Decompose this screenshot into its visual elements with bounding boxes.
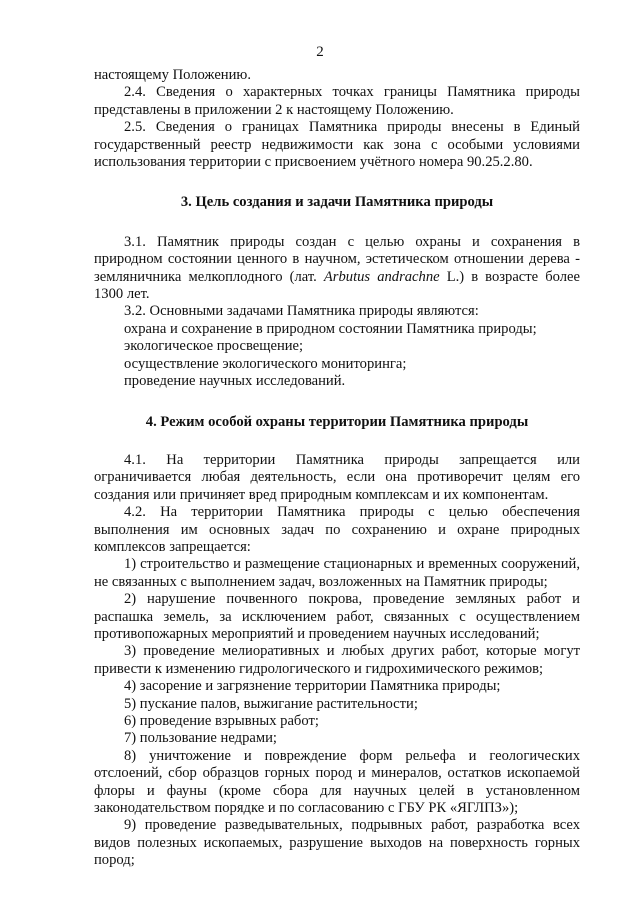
task-item: осуществление экологического мониторинга; xyxy=(124,355,407,372)
page-body xyxy=(94,67,580,870)
section-3-heading: 3. Цель создания и задачи Памятника природы xyxy=(180,194,494,211)
paragraph-3-1-text-start: 3.1. Памятник природы создан с целью охраны и сохранения в природном состоянии ценного в научном, эстетическом отношении дерева - земляничника мелкоплодного (лат. xyxy=(94,233,580,285)
prohibition-item: 1) строительство и размещение стационарных и временных сооружений, не связанных с выполнением задач, возложенных на Памятник природы; xyxy=(94,556,580,590)
prohibition-item: 2) нарушение почвенного покрова, проведение земляных работ и распашка земель, за исключением работ, связанных с осуществлением противопожарных мероприятий и проведением научных исследований; xyxy=(94,591,580,642)
prohibition-item: 4) засорение и загрязнение территории Памятника природы; xyxy=(124,678,501,695)
task-item: проведение научных исследований. xyxy=(124,373,346,390)
prohibition-item: 5) пускание палов, выжигание растительности; xyxy=(124,695,418,712)
prohibition-item: 8) уничтожение и повреждение форм рельефа и геологических отслоений, сбор образцов горных пород и минералов, остатков ископаемой флоры и фауны (кроме сбора для научных целей в установленном законодательством порядке и по согласованию с ГБУ РК «ЯГЛПЗ»); xyxy=(94,747,580,817)
prohibition-item: 7) пользование недрами; xyxy=(124,730,277,747)
paragraph-3-1-text-end: L.) в возрасте более 1300 лет. xyxy=(94,268,580,303)
paragraph-2-5: 2.5. Сведения о границах Памятника природы внесены в Единый государственный реестр недвижимости как зона с особыми условиями использования территории с присвоением учётного номера 90.25.2.80. xyxy=(94,119,580,171)
paragraph-2-4: 2.4. Сведения о характерных точках границы Памятника природы представлены в приложении 2 к настоящему Положению. xyxy=(94,84,580,118)
page-number: 2 xyxy=(316,44,324,60)
paragraph-continuation: настоящему Положению. xyxy=(94,67,251,83)
task-item: охрана и сохранение в природном состоянии Памятника природы; xyxy=(124,320,537,337)
prohibition-item: 6) проведение взрывных работ; xyxy=(124,713,319,729)
paragraph-3-1 xyxy=(94,234,580,304)
prohibition-item: 3) проведение мелиоративных и любых других работ, которые могут привести к изменению гидрологического и гидрохимического режимов; xyxy=(94,643,580,677)
paragraph-3-2: 3.2. Основными задачами Памятника природы являются: xyxy=(124,303,479,320)
paragraph-3-1-latin-name: Arbutus andrachne xyxy=(323,268,440,285)
section-4-heading: 4. Режим особой охраны территории Памятника природы xyxy=(145,413,529,430)
paragraph-4-2: 4.2. На территории Памятника природы с целью обеспечения выполнения им основных задач по сохранению и охране природных комплексов запрещается: xyxy=(94,504,580,555)
paragraph-4-1: 4.1. На территории Памятника природы запрещается или ограничивается любая деятельность, если она противоречит целям его создания или причиняет вред природным комплексам и их компонентам. xyxy=(94,451,580,503)
prohibition-item: 9) проведение разведывательных, подрывных работ, разработка всех видов полезных ископаемых, разрушение выходов на поверхность горных пород; xyxy=(94,817,580,869)
task-item: экологическое просвещение; xyxy=(124,338,304,355)
